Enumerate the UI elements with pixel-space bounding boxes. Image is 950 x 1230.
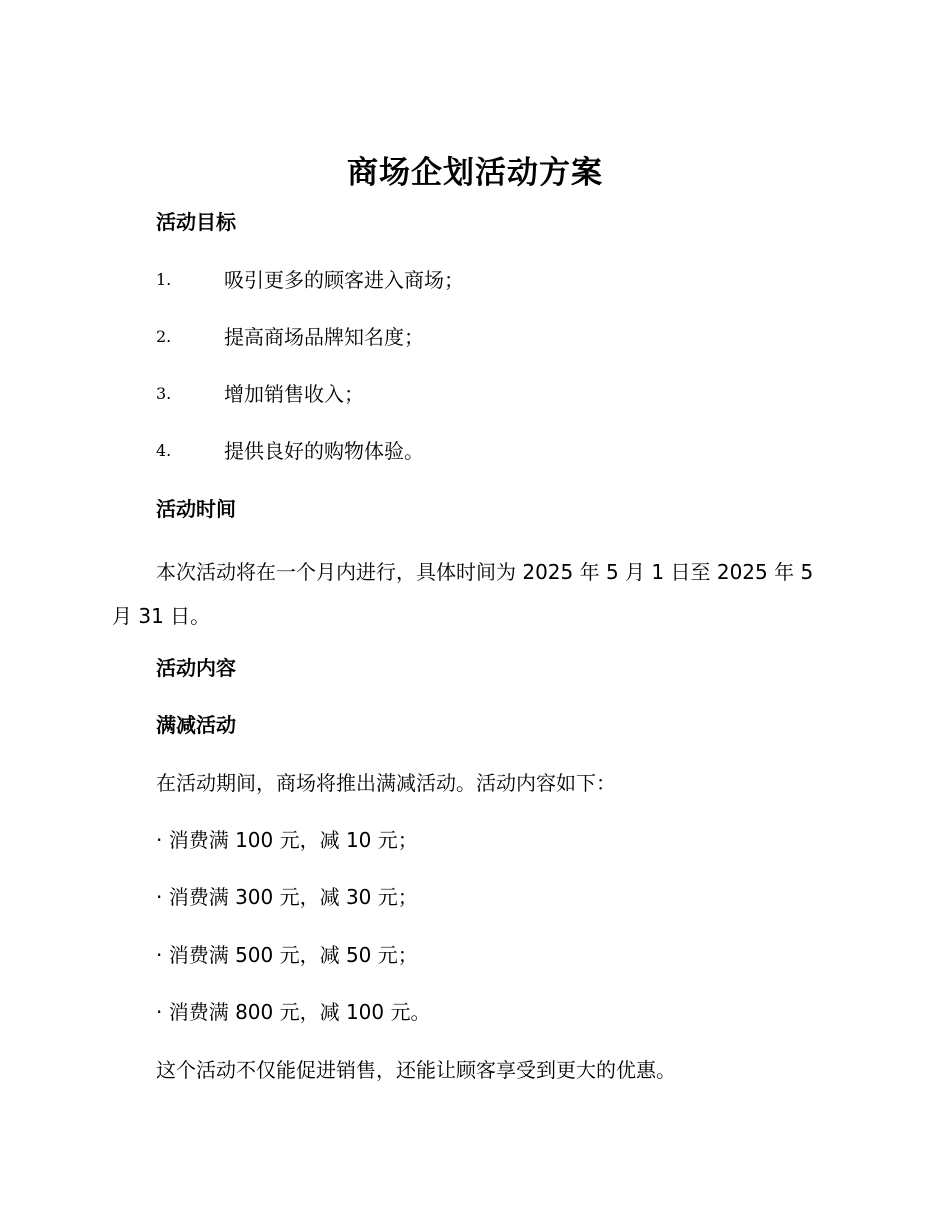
document-title: 商场企划活动方案 [347, 155, 603, 191]
closing-paragraph: 这个活动不仅能促进销售，还能让顾客享受到更大的优惠。 [156, 1058, 676, 1082]
section-heading-time: 活动时间 [156, 497, 236, 521]
section-heading-goals: 活动目标 [156, 210, 236, 234]
content-intro: 在活动期间，商场将推出满减活动。活动内容如下： [156, 771, 616, 795]
list-item [156, 380, 756, 408]
time-paragraph: 本次活动将在一个月内进行，具体时间为 2025 年 5 月 1 日至 2025 年 5 月 31 日。 [112, 560, 814, 628]
list-text: 提供良好的购物体验。 [224, 439, 424, 463]
list-number: 4. [156, 441, 172, 460]
list-number: 3. [156, 384, 172, 403]
bullet-item: · 消费满 300 元，减 30 元； [156, 885, 418, 909]
list-number: 2. [156, 327, 172, 346]
list-text: 吸引更多的顾客进入商场； [224, 268, 464, 292]
list-item [156, 266, 756, 294]
list-item [156, 437, 756, 465]
bullet-item: · 消费满 800 元，减 100 元。 [156, 1000, 431, 1024]
list-item [156, 323, 756, 351]
bullet-item: · 消费满 500 元，减 50 元； [156, 943, 418, 967]
list-text: 增加销售收入； [224, 382, 364, 406]
section-heading-content: 活动内容 [156, 656, 236, 680]
list-number: 1. [156, 270, 172, 289]
subsection-heading-discount: 满减活动 [156, 713, 236, 737]
list-text: 提高商场品牌知名度； [224, 325, 424, 349]
bullet-item: · 消费满 100 元，减 10 元； [156, 828, 418, 852]
